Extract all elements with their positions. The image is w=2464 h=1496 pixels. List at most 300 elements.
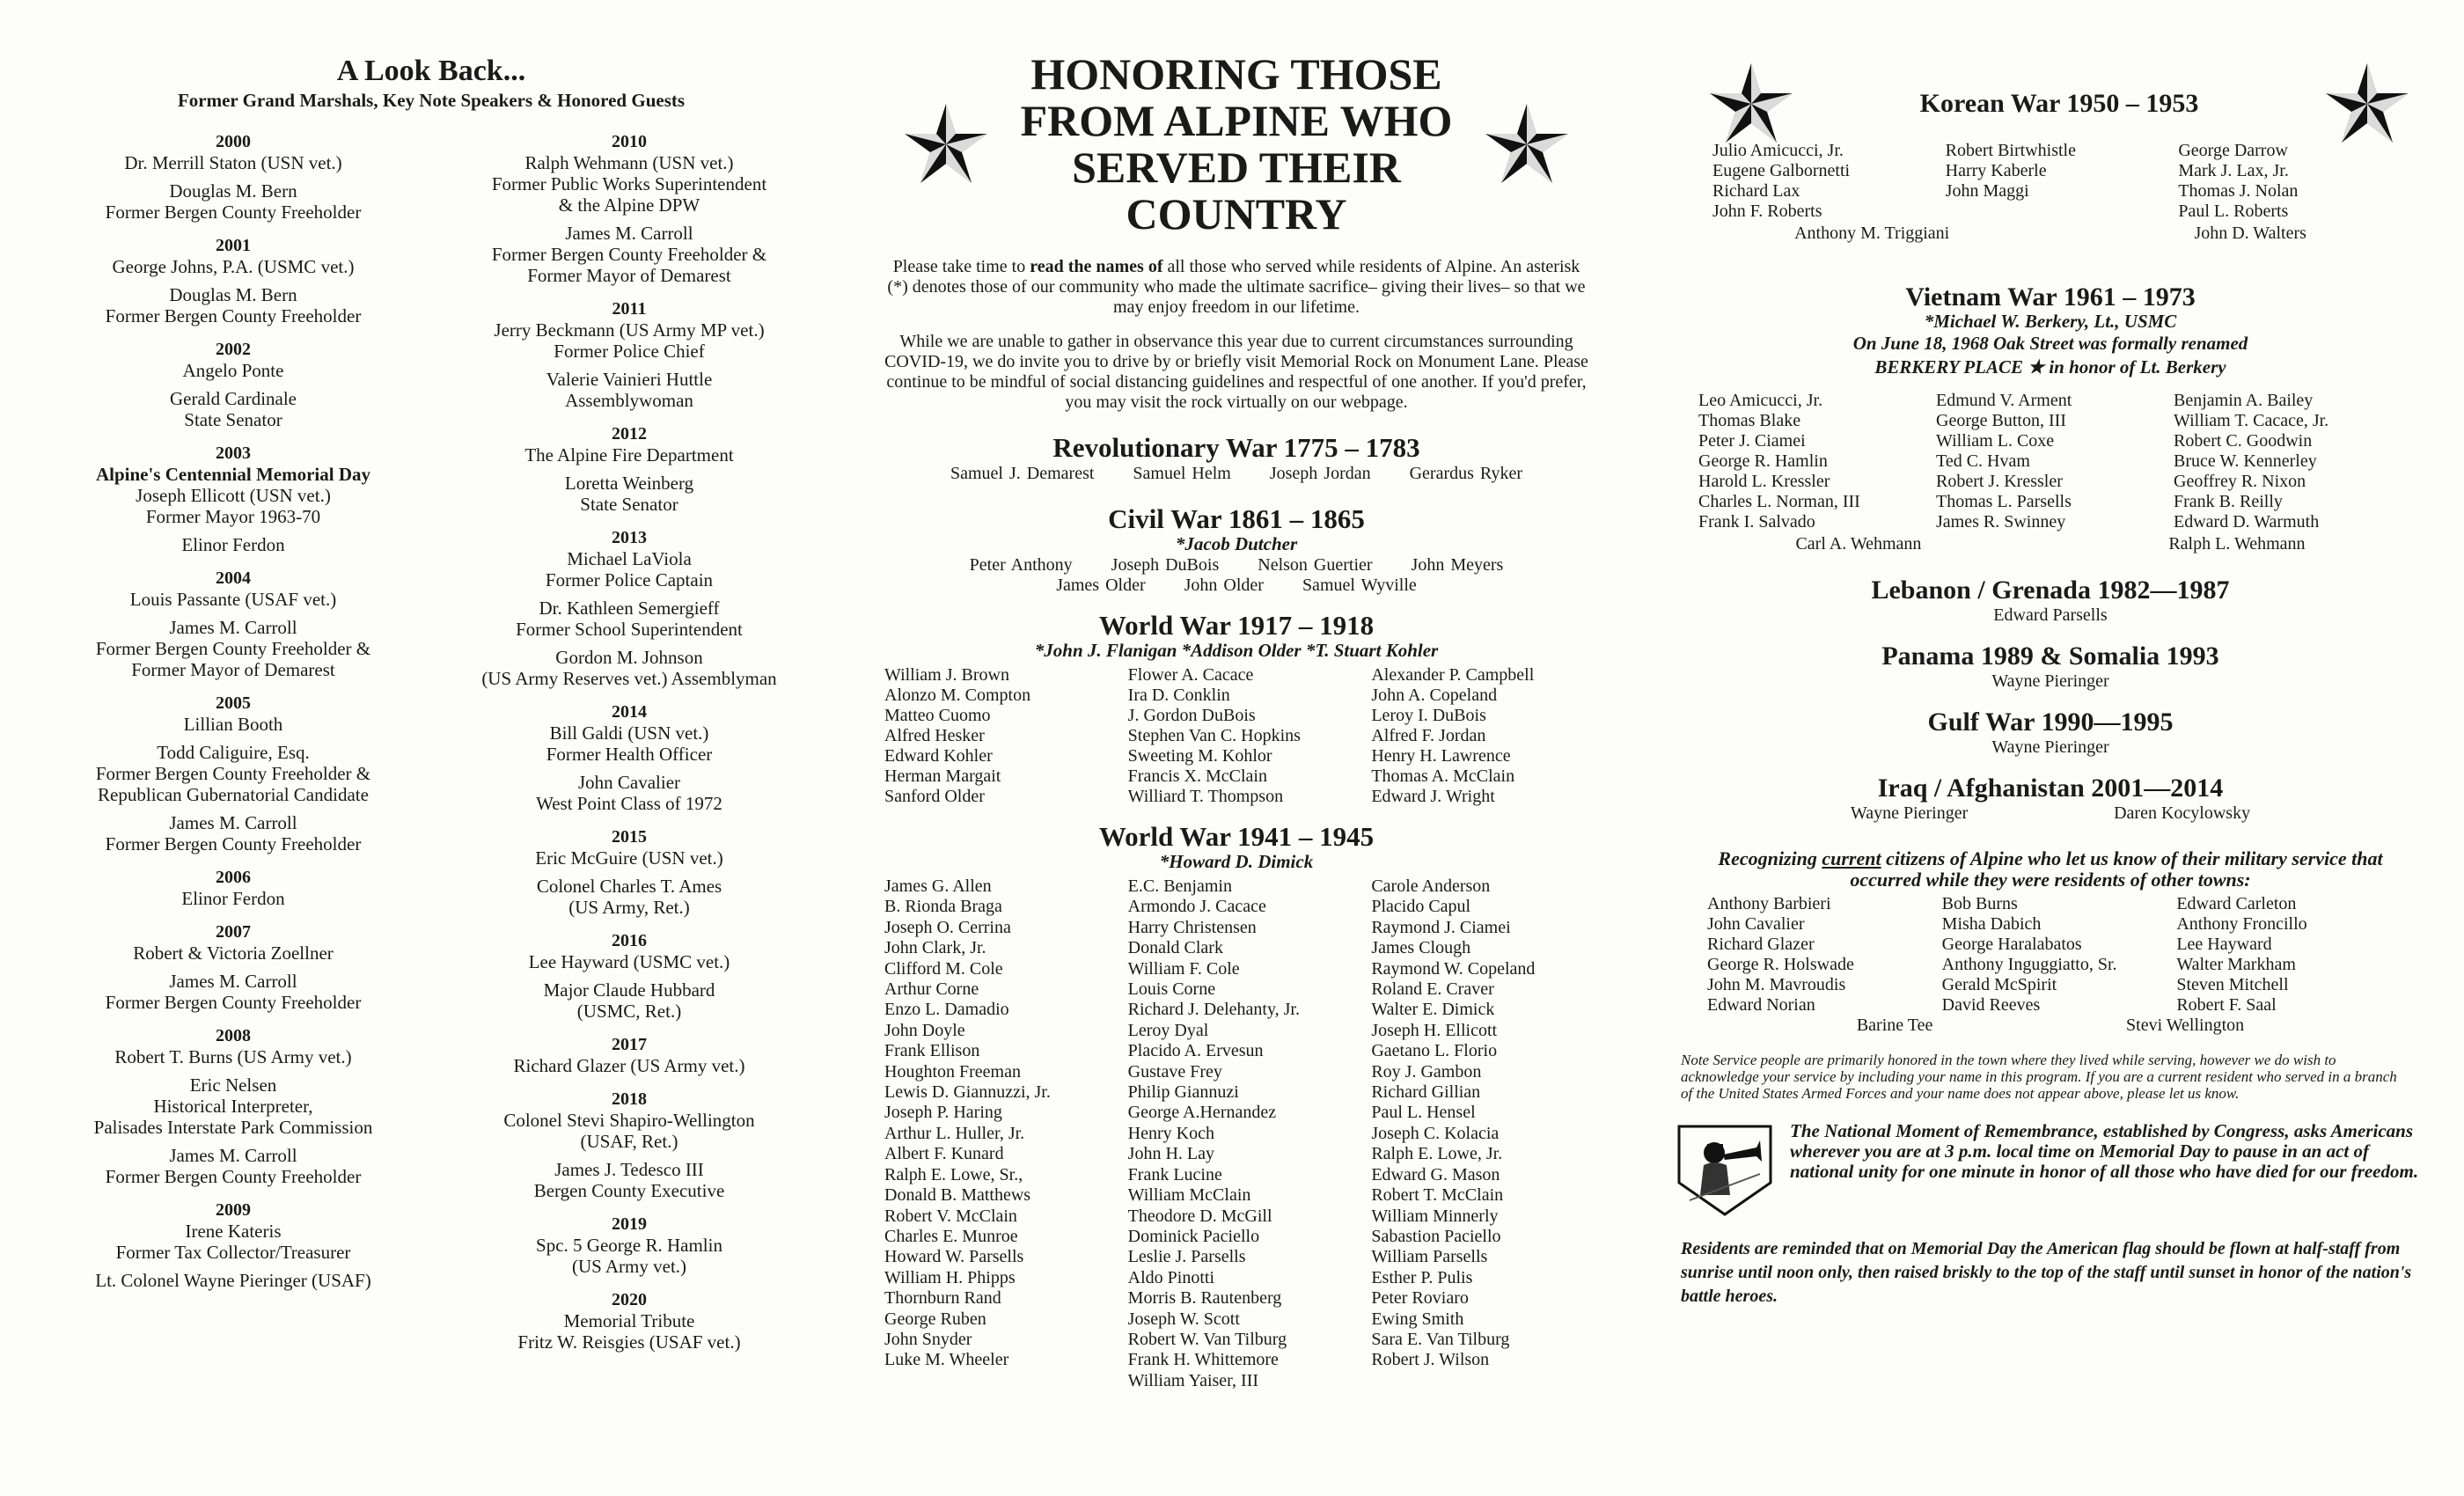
gulf-war-name: Wayne Pieringer (1991, 737, 2109, 757)
honoree-line: Gordon M. Johnson (555, 647, 703, 668)
honoree-line: Former Tax Collector/Treasurer (115, 1242, 351, 1263)
covid-paragraph: While we are unable to gather in observance this year due to current circumstances surrounding COVID-19, we do invite you to drive by or briefly visit Memorial Rock on Monument Lane. Please continue to be mindful of social distancing guidelines and respectful of one another. If you'd prefer, you may visit the rock virtually on our webpage. (884, 332, 1588, 412)
name-item: Benjamin A. Bailey (2174, 391, 2314, 410)
honoree-entry (431, 1055, 827, 1076)
korean-war-names (1712, 141, 2411, 222)
ww1-names (884, 665, 1615, 807)
year-heading: 2016 (612, 931, 647, 950)
name-item: John Cavalier (1707, 914, 1805, 934)
revolutionary-war-title: Revolutionary War 1775 – 1783 (1052, 432, 1420, 463)
name-item: Gaetano L. Florio (1371, 1041, 1498, 1061)
name-item: Misha Dabich (1941, 914, 2042, 934)
name-item: Luke M. Wheeler (884, 1350, 1009, 1370)
honoree-entry (431, 223, 827, 286)
name-item: Robert T. McClain (1371, 1185, 1504, 1206)
name-item (884, 1371, 1128, 1391)
iraq-names (1778, 803, 2323, 824)
honoree-entry (35, 888, 431, 909)
name-item: Philip Giannuzi (1127, 1082, 1239, 1103)
honoree-entry (431, 647, 827, 689)
name-item: Roy J. Gambon (1371, 1061, 1482, 1082)
name-item: Thomas J. Nolan (2178, 181, 2299, 201)
name-item: Alexander P. Campbell (1371, 665, 1535, 685)
name-item: Anthony Froncillo (2176, 914, 2307, 934)
name-item: Arthur Corne (884, 979, 979, 1000)
name-item: Richard J. Delehanty, Jr. (1127, 1000, 1300, 1020)
recognizing-heading (1698, 848, 2402, 891)
name-item: Leo Amicucci, Jr. (1698, 391, 1823, 410)
year-heading: 2012 (612, 424, 647, 444)
name-item: Harry Kaberle (1945, 161, 2047, 180)
vietnam-honored-note: On June 18, 1968 Oak Street was formally renamed (1852, 333, 2248, 354)
lebanon-title: Lebanon / Grenada 1982—1987 (1871, 576, 2230, 605)
name-item: Ewing Smith (1371, 1309, 1464, 1329)
honoring-section (858, 0, 1615, 1496)
name-item: Frank Lucine (1127, 1164, 1222, 1184)
name-item: William McClain (1127, 1185, 1251, 1206)
honoree-line: Former Mayor 1963-70 (145, 506, 321, 527)
honoree-entry (35, 1221, 431, 1263)
honoree-line: Former Bergen County Freeholder (105, 202, 362, 223)
honoree-line: Richard Glazer (US Army vet.) (513, 1055, 745, 1076)
name-item (1371, 1371, 1615, 1391)
name-item: Joseph O. Cerrina (884, 917, 1011, 937)
honoree-line: Bill Galdi (USN vet.) (549, 722, 709, 744)
honoree-line: Colonel Stevi Shapiro-Wellington (503, 1110, 755, 1131)
intro-paragraph (884, 257, 1588, 318)
honoree-line: The Alpine Fire Department (524, 444, 734, 466)
name-item: Frank Ellison (884, 1041, 980, 1061)
name-item: Robert J. Kressler (1936, 472, 2063, 491)
name-item: George R. Hamlin (1698, 451, 1828, 471)
honoree-line: Assemblywoman (565, 390, 693, 411)
honoree-line: Dr. Kathleen Semergieff (539, 598, 720, 619)
name-item: Raymond J. Ciamei (1371, 917, 1511, 937)
honoree-entry (35, 812, 431, 854)
name-item: Robert W. Van Tilburg (1127, 1329, 1287, 1349)
honoree-line: Palisades Interstate Park Commission (93, 1117, 373, 1138)
name-item: E.C. Benjamin (1127, 876, 1232, 896)
name-item: Richard Gillian (1371, 1082, 1481, 1103)
name-item: John H. Lay (1127, 1144, 1214, 1164)
honoree-line: James M. Carroll (565, 223, 693, 244)
year-heading: 2019 (612, 1214, 647, 1234)
name-item: Arthur L. Huller, Jr. (884, 1123, 1025, 1143)
name-item: George Ruben (884, 1309, 986, 1329)
honoree-line: John Cavalier (577, 772, 681, 793)
name-item: James G. Allen (884, 876, 992, 896)
name-item: Joseph DuBois (1111, 555, 1220, 575)
name-item: Edward D. Warmuth (2174, 512, 2320, 532)
name-item: Raymond W. Copeland (1371, 958, 1536, 979)
intro-text: all those who served while residents of Alpine. An asterisk (*) denotes those of our community who made the ultimate sacrifice– giving their lives– so that we may enjoy freedom in our lifetime. (887, 257, 1586, 317)
name-item: William Yaiser, III (1127, 1370, 1259, 1390)
ww1-title: World War 1917 – 1918 (1098, 610, 1375, 641)
year-heading: 2014 (612, 702, 647, 722)
name-item: Armondo J. Cacace (1127, 897, 1266, 917)
honoree-line: Robert & Victoria Zoellner (133, 942, 334, 964)
name-item: John Meyers (1411, 555, 1504, 575)
honoree-line: Former Mayor of Demarest (131, 659, 335, 680)
name-item: Julio Amicucci, Jr. (1712, 141, 1844, 160)
honoree-entry (431, 847, 827, 869)
name-item: Robert F. Saal (2176, 995, 2277, 1015)
name-item: John Maggi (1945, 181, 2029, 201)
honoree-line: Major Claude Hubbard (543, 979, 715, 1001)
name-item: Carl A. Wehmann (1795, 534, 1922, 554)
panama-title: Panama 1989 & Somalia 1993 (1881, 642, 2219, 671)
honoree-line: (US Army, Ret.) (568, 897, 690, 918)
honoree-entry (35, 1046, 431, 1067)
honoree-line: Louis Passante (USAF vet.) (129, 589, 337, 610)
year-heading: 2003 (216, 444, 251, 463)
page-title: HONORING THOSE FROM ALPINE WHO SERVED THEIR COUNTRY (1020, 49, 1453, 238)
star-icon (2323, 60, 2411, 148)
honoree-entry (431, 1235, 827, 1277)
year-heading: 2008 (216, 1026, 251, 1045)
name-item: Francis X. McClain (1127, 766, 1267, 786)
honoree-line: Former Bergen County Freeholder (105, 1166, 362, 1187)
name-item: Donald B. Matthews (884, 1185, 1031, 1206)
honoree-line: Elinor Ferdon (181, 534, 285, 555)
name-item: John Doyle (884, 1020, 965, 1040)
name-item: Thomas L. Parsells (1936, 492, 2072, 511)
name-item: Houghton Freeman (884, 1061, 1021, 1082)
korean-war-title: Korean War 1950 – 1953 (1919, 89, 2199, 118)
honoree-line: Loretta Weinberg (564, 473, 694, 494)
honoree-line: Valerie Vainieri Huttle (546, 369, 713, 390)
honoree-entry (431, 598, 827, 640)
name-item: Henry H. Lawrence (1371, 746, 1511, 766)
name-item: James Older (1056, 576, 1146, 595)
name-item: George Button, III (1936, 411, 2066, 430)
name-item: David Reeves (1941, 995, 2041, 1015)
honoree-line: Lillian Booth (183, 714, 283, 735)
honoree-line: Colonel Charles T. Ames (536, 876, 722, 897)
name-item: Steven Mitchell (2176, 975, 2289, 994)
honoree-entry (431, 152, 827, 216)
honoree-entry (35, 742, 431, 805)
honoree-line: Michael LaViola (567, 548, 692, 569)
honoree-line: Irene Kateris (185, 1221, 282, 1242)
flag-reminder: Residents are reminded that on Memorial Day the American flag should be flown at half-staff from sunrise until noon only, then raised briskly to the top of the staff until sunset in honor of the nation's battle heroes. (1681, 1239, 2412, 1306)
honoree-line: Spc. 5 George R. Hamlin (536, 1235, 722, 1256)
honoree-line: Former Police Captain (545, 569, 714, 590)
honoree-line: James M. Carroll (169, 971, 297, 992)
star-icon (902, 100, 990, 188)
name-item: John Clark, Jr. (884, 938, 986, 958)
honoree-line: Alpine's Centennial Memorial Day (95, 464, 371, 485)
year-heading: 2011 (612, 299, 647, 319)
honoree-line: Lt. Colonel Wayne Pieringer (USAF) (95, 1270, 371, 1291)
name-item: Edmund V. Arment (1936, 391, 2072, 410)
name-item: William Parsells (1371, 1247, 1488, 1267)
honoree-line: Former School Superintendent (516, 619, 743, 640)
name-item: Nelson Guertier (1258, 555, 1373, 575)
name-item: Charles E. Munroe (884, 1226, 1018, 1246)
honoree-entry (35, 256, 431, 277)
name-item: John F. Roberts (1712, 202, 1822, 221)
name-item: Leslie J. Parsells (1127, 1247, 1246, 1267)
name-item: Joseph C. Kolacia (1371, 1123, 1500, 1143)
recognizing-text: citizens of Alpine who let us know of their military service that occurred while they were residents of other towns: (1850, 847, 2383, 891)
name-item: Placido A. Ervesun (1127, 1041, 1264, 1061)
vietnam-war-names (1698, 391, 2411, 532)
name-item: Edward Carleton (2176, 894, 2297, 913)
year-heading: 2013 (612, 528, 647, 547)
civil-war-title: Civil War 1861 – 1865 (1108, 503, 1365, 534)
name-item: Geoffrey R. Nixon (2174, 472, 2306, 491)
star-icon (1483, 100, 1571, 188)
honoree-line: West Point Class of 1972 (536, 793, 722, 814)
honorees-column-2 (431, 131, 827, 1353)
name-item: Peter Roviaro (1371, 1288, 1469, 1309)
honoree-entry (431, 876, 827, 918)
honoree-line: (US Army Reserves vet.) Assemblyman (481, 668, 777, 689)
honoree-line: Former Bergen County Freeholder & (95, 638, 371, 659)
name-item: Thomas Blake (1698, 411, 1801, 430)
name-item: Ralph E. Lowe, Jr. (1371, 1144, 1503, 1164)
name-item: Stephen Van C. Hopkins (1127, 726, 1301, 745)
name-item: Frank B. Reilly (2174, 492, 2283, 511)
name-item: Samuel Wyville (1302, 576, 1417, 595)
name-item: Dominick Paciello (1127, 1226, 1260, 1246)
honoree-line: Former Bergen County Freeholder & (491, 244, 767, 265)
name-item: Samuel Helm (1133, 464, 1231, 483)
remembrance-text: The National Moment of Remembrance, established by Congress, asks Americans wherever you are at 3 p.m. local time on Memorial Day to pause in an act of national unity for one minute in honor of all those who have died for our freedom. (1790, 1120, 2419, 1182)
name-item: Joseph P. Haring (884, 1103, 1002, 1123)
name-item: Alfred Hesker (884, 726, 985, 745)
name-item: Ralph L. Wehmann (2168, 534, 2306, 554)
honoree-line: Elinor Ferdon (181, 888, 285, 909)
honoree-entry (431, 444, 827, 466)
honoree-line: Bergen County Executive (533, 1180, 725, 1201)
name-item: Richard Lax (1712, 181, 1800, 201)
year-heading: 2000 (216, 132, 251, 151)
recognizing-text: Recognizing (1718, 847, 1822, 869)
honoree-line: Former Public Works Superintendent (491, 173, 767, 194)
honoree-line: Ralph Wehmann (USN vet.) (524, 152, 734, 173)
name-item: Clifford M. Cole (884, 958, 1003, 979)
honoree-entry (35, 388, 431, 430)
name-item: Walter Markham (2176, 955, 2296, 974)
name-item: Frank I. Salvado (1698, 512, 1815, 532)
name-item: George A.Hernandez (1127, 1103, 1277, 1123)
name-item: Carole Anderson (1371, 876, 1491, 896)
honoree-line: Douglas M. Bern (169, 180, 297, 202)
honoree-line: James M. Carroll (169, 617, 297, 638)
honoree-entry (35, 589, 431, 610)
korean-war-names (1672, 224, 2429, 244)
honoree-entry (35, 284, 431, 326)
honoree-line: Memorial Tribute (563, 1310, 695, 1331)
honoree-entry (431, 319, 827, 362)
name-item: Joseph Jordan (1269, 464, 1371, 483)
name-item: Robert J. Wilson (1371, 1350, 1490, 1370)
name-item: Wayne Pieringer (1850, 803, 1969, 823)
name-item: Morris B. Rautenberg (1127, 1288, 1282, 1309)
name-item: Herman Margait (884, 766, 1001, 786)
honoree-line: Robert T. Burns (US Army vet.) (114, 1046, 352, 1067)
honoree-line: Jerry Beckmann (US Army MP vet.) (494, 319, 765, 341)
honoree-line: Former Health Officer (546, 744, 713, 765)
name-item: Edward G. Mason (1371, 1164, 1500, 1184)
honoree-entry (35, 360, 431, 381)
name-item: Peter J. Ciamei (1698, 431, 1806, 451)
honoree-line: Former Mayor of Demarest (527, 265, 731, 286)
honoree-line: James J. Tedesco III (554, 1159, 704, 1180)
civil-war-names (858, 576, 1615, 596)
vietnam-war-names (1672, 534, 2429, 554)
name-item: Louis Corne (1127, 979, 1216, 1000)
name-item: Robert V. McClain (884, 1206, 1017, 1226)
name-item: Anthony Inguggiatto, Sr. (1941, 955, 2117, 974)
name-item: Charles L. Norman, III (1698, 492, 1860, 511)
name-item: Frank H. Whittemore (1127, 1350, 1279, 1370)
name-item: Walter E. Dimick (1371, 1000, 1495, 1020)
name-item: J. Gordon DuBois (1127, 706, 1256, 725)
honoree-line: (US Army vet.) (571, 1256, 687, 1277)
honoree-line: Douglas M. Bern (169, 284, 297, 305)
honoree-entry (431, 473, 827, 515)
name-item: Ira D. Conklin (1127, 686, 1230, 705)
honoree-entry (35, 464, 431, 527)
name-item: Anthony M. Triggiani (1794, 224, 1950, 243)
name-item: Esther P. Pulis (1371, 1267, 1473, 1287)
name-item: Lewis D. Giannuzzi, Jr. (884, 1082, 1051, 1103)
honoree-entry (35, 617, 431, 680)
look-back-subtitle: Former Grand Marshals, Key Note Speakers & Honored Guests (177, 90, 686, 111)
name-item (1946, 202, 2179, 222)
honoree-entry (35, 971, 431, 1013)
year-heading: 2010 (612, 132, 647, 151)
name-item: William F. Cole (1127, 958, 1240, 979)
year-heading: 2001 (216, 236, 251, 255)
bugler-icon (1672, 1121, 1778, 1218)
name-item: Sanford Older (884, 787, 985, 806)
look-back-title: A Look Back... (336, 55, 526, 87)
honoree-entry (35, 714, 431, 735)
name-item: B. Rionda Braga (884, 897, 1002, 917)
vietnam-war-title: Vietnam War 1961 – 1973 (1905, 282, 2196, 312)
honoree-line: State Senator (184, 409, 282, 430)
vietnam-honored: *Michael W. Berkery, Lt., USMC (1924, 311, 2177, 332)
honoree-entry (35, 942, 431, 964)
honoree-entry (431, 979, 827, 1022)
name-item: William T. Cacace, Jr. (2174, 411, 2329, 430)
honoree-line: James M. Carroll (169, 812, 297, 833)
name-item: Edward Norian (1707, 995, 1815, 1015)
recognized-names (1760, 1016, 2341, 1036)
name-item: Richard Glazer (1707, 935, 1815, 954)
name-item: Thornburn Rand (884, 1288, 1001, 1309)
honoree-line: James M. Carroll (169, 1145, 297, 1166)
year-heading: 2006 (216, 868, 251, 887)
honoree-line: Historical Interpreter, (153, 1096, 313, 1117)
name-item: Stevi Wellington (2126, 1016, 2245, 1035)
name-item: Bob Burns (1941, 894, 2018, 913)
name-item: Anthony Barbieri (1707, 894, 1831, 913)
honoree-entry (35, 1145, 431, 1187)
ww1-honored: *John J. Flanigan *Addison Older *T. Stuart Kohler (1034, 640, 1439, 661)
honoree-line: George Johns, P.A. (USMC vet.) (112, 256, 355, 277)
name-item: Joseph H. Ellicott (1371, 1020, 1498, 1040)
honoree-line: Former Bergen County Freeholder (105, 992, 362, 1013)
name-item: Peter Anthony (969, 555, 1073, 575)
name-item: Leroy I. DuBois (1371, 706, 1486, 725)
vietnam-honored-note: BERKERY PLACE ★ in honor of Lt. Berkery (1874, 356, 2226, 378)
honoree-line: Lee Hayward (USMC vet.) (528, 951, 730, 972)
honoree-entry (431, 722, 827, 765)
year-heading: 2007 (216, 922, 251, 942)
year-heading: 2005 (216, 693, 251, 713)
lebanon-name: Edward Parsells (1993, 605, 2108, 625)
intro-text: Please take time to (892, 257, 1030, 276)
honoree-entry (35, 1270, 431, 1291)
revolutionary-war-names (858, 464, 1615, 484)
honoree-line: Former Bergen County Freeholder & (95, 763, 371, 784)
name-item: Harry Christensen (1127, 917, 1257, 937)
honoree-line: Former Police Chief (554, 341, 705, 362)
star-icon (1707, 60, 1795, 148)
year-heading: 2004 (216, 568, 251, 588)
service-note: Note Service people are primarily honored in the town where they lived while serving, however we do wish to acknowledge your service by including your name in this program. If you are a current resident who served in a branch of the United States Armed Forces and your name does not appear above, please let us know. (1681, 1052, 2397, 1102)
name-item: John A. Copeland (1371, 686, 1498, 705)
honoree-entry (431, 1159, 827, 1201)
name-item: Williard T. Thompson (1127, 787, 1284, 806)
name-item: Enzo L. Damadio (884, 1000, 1009, 1020)
honoree-line: & the Alpine DPW (558, 194, 700, 216)
civil-war-honored: *Jacob Dutcher (1175, 533, 1298, 554)
name-item: Ralph E. Lowe, Sr., (884, 1164, 1023, 1184)
name-item: Alonzo M. Compton (884, 686, 1031, 705)
iraq-title: Iraq / Afghanistan 2001—2014 (1877, 774, 2224, 803)
name-item: Edward J. Wright (1371, 787, 1495, 806)
honorees-column-1 (35, 131, 431, 1353)
honoree-line: Fritz W. Reisgies (USAF vet.) (517, 1331, 741, 1353)
year-heading: 2015 (612, 827, 647, 847)
year-heading: 2009 (216, 1200, 251, 1220)
name-item: Sabastion Paciello (1371, 1226, 1501, 1246)
later-wars-section (1672, 0, 2429, 1496)
name-item: Robert C. Goodwin (2174, 431, 2313, 451)
name-item: George R. Holswade (1707, 955, 1854, 974)
name-item: Sweeting M. Kohlor (1127, 746, 1272, 766)
recognized-names (1707, 894, 2411, 1016)
honoree-entry (431, 548, 827, 590)
honoree-entry (35, 534, 431, 555)
name-item: Flower A. Cacace (1127, 665, 1254, 685)
honoree-entry (431, 951, 827, 972)
name-item: John M. Mavroudis (1707, 975, 1846, 994)
name-item: William H. Phipps (884, 1267, 1016, 1287)
name-item: Theodore D. McGill (1127, 1206, 1272, 1226)
name-item: John Older (1184, 576, 1264, 595)
honoree-entry (431, 1310, 827, 1353)
recognizing-current: current (1822, 847, 1881, 869)
ww2-title: World War 1941 – 1945 (1098, 821, 1375, 852)
name-item: Roland E. Craver (1371, 979, 1494, 1000)
honoree-line: (USAF, Ret.) (580, 1131, 678, 1152)
look-back-section (35, 0, 827, 1496)
year-heading: 2020 (612, 1290, 647, 1309)
name-item: Samuel J. Demarest (950, 464, 1095, 483)
honoree-line: Dr. Merrill Staton (USN vet.) (124, 152, 342, 173)
name-item: Gerardus Ryker (1409, 464, 1522, 483)
honoree-line: Gerald Cardinale (169, 388, 297, 409)
year-heading: 2002 (216, 340, 251, 359)
year-heading: 2017 (612, 1035, 647, 1054)
